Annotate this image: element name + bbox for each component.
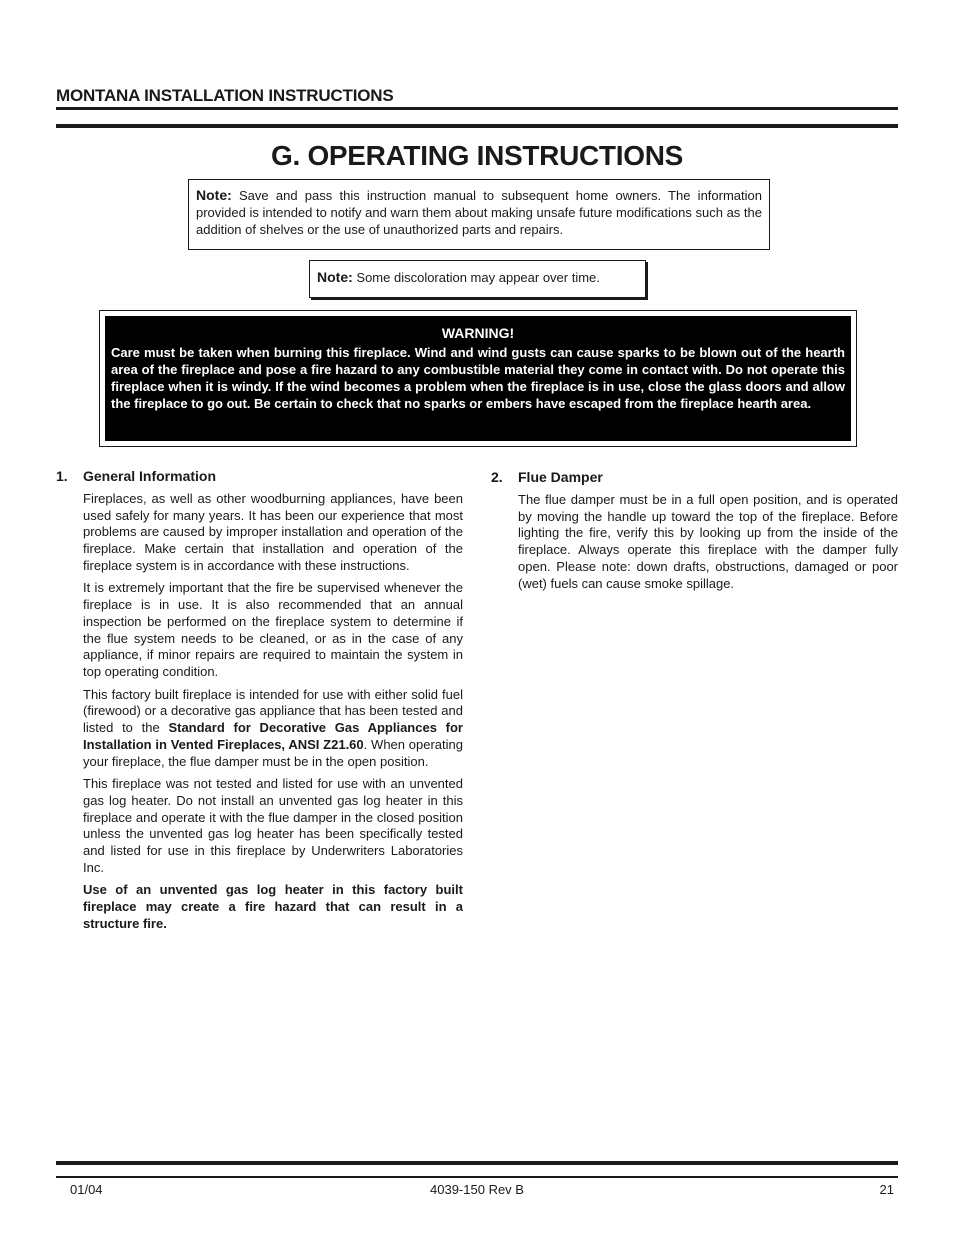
flue-damper-paragraph: The flue damper must be in a full open position, and is operated by moving the handle up toward the top of the fireplace. Before lighting the fire, verify this by looking up from the inside of the fireplace. Always operate this fireplace with the damper fully open. Please note: down drafts, obstructions, damaged or poor (wet) fuels can cause smoke spillage. <box>518 491 898 591</box>
footer-rule-thick <box>56 1161 898 1165</box>
column-right <box>491 469 898 598</box>
heading-number: 2. <box>491 469 503 485</box>
note-text: Save and pass this instruction manual to subsequent home owners. The information provided is intended to notify and warn them about making unsafe future modifications such as the addition of shelves or the use of unauthorized parts and repairs. <box>196 188 762 237</box>
paragraph-text: . When operating your fireplace, the flue damper must be in the open position. <box>83 736 463 769</box>
footer-page-number: 21 <box>879 1182 894 1197</box>
warning-body: Care must be taken when burning this fireplace. Wind and wind gusts can cause sparks to be blown out of the hearth area of the fireplace and pose a fire hazard to any combustible material they come in contact with. Do not operate this fireplace when it is windy. If the wind becomes a problem when the fireplace is in use, close the glass doors and allow the fireplace to go out. Be certain to check that no sparks or embers have escaped from the fireplace hearth area. <box>111 345 845 411</box>
footer-doc-number: 4039-150 Rev B <box>430 1182 524 1197</box>
column-left <box>56 468 463 938</box>
heading-text: General Information <box>83 468 217 484</box>
general-information-paragraph-2: It is extremely important that the fire be supervised whenever the fireplace is in use. It is also recommended that an annual inspection be performed on the fireplace system to determine if the flue system needs to be cleaned, or as in the case of any appliance, if minor repairs are required to maintain the system in top operating condition. <box>83 580 463 680</box>
note-label: Note: <box>317 269 353 285</box>
paragraph-text: This factory built fireplace is intended for use with either solid fuel (firewood) or a decorative gas appliance that has been tested and listed to the <box>83 686 463 736</box>
footer-rule-thin <box>56 1176 898 1178</box>
header-title: MONTANA INSTALLATION INSTRUCTIONS <box>56 86 394 105</box>
general-information-paragraph-1: Fireplaces, as well as other woodburning appliances, have been used safely for many years. It has been our experience that most problems are caused by improper installation and operation of the fireplace. Make certain that installation and operation of the fireplace system is in accordance with these instructions. <box>83 490 463 573</box>
note-box-manual <box>188 179 770 250</box>
header-rule-thin <box>56 107 898 110</box>
footer-date: 01/04 <box>70 1182 103 1197</box>
flue-damper-heading <box>491 469 898 486</box>
note-label: Note: <box>196 187 232 203</box>
general-information-hazard-statement: Use of an unvented gas log heater in this factory built fireplace may create a fire hazard that can result in a structure fire. <box>83 882 463 931</box>
heading-number: 1. <box>56 468 68 484</box>
warning-panel <box>105 316 851 441</box>
warning-box <box>99 310 857 447</box>
general-information-paragraph-3 <box>83 687 463 771</box>
note-text: Some discoloration may appear over time. <box>352 270 600 285</box>
warning-title: WARNING! <box>441 325 515 341</box>
heading-text: Flue Damper <box>518 469 603 485</box>
general-information-paragraph-4: This fireplace was not tested and listed for use with an unvented gas log heater. Do not install an unvented gas log heater in this fireplace and operate it with the flue damper in the closed position unless the unvented gas log heater has been specifically tested and listed for use in this fireplace by Underwriters Laboratories Inc. <box>83 776 463 876</box>
general-information-heading <box>56 468 463 485</box>
note-box-discoloration <box>309 260 646 298</box>
header-rule-thick <box>56 124 898 128</box>
section-title: G. OPERATING INSTRUCTIONS <box>271 140 683 171</box>
standard-reference: Standard for Decorative Gas Appliances for Installation in Vented Fireplaces, ANSI Z21.60 <box>83 720 463 752</box>
